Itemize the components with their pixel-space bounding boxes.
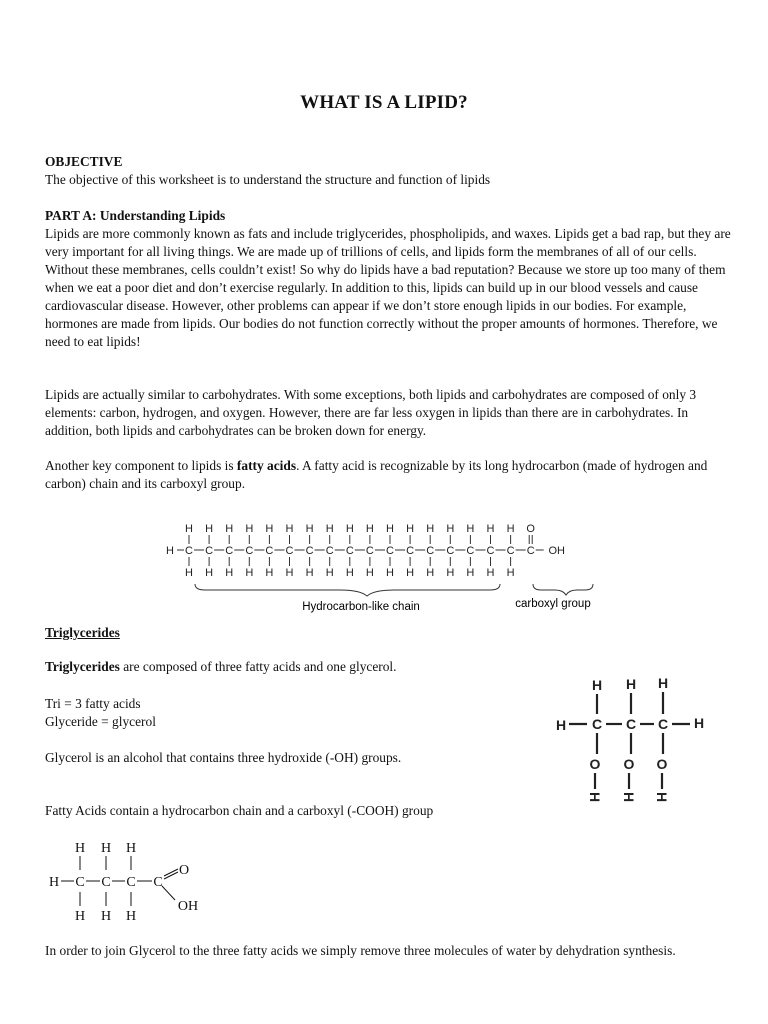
chain-atom-h: H [406,567,415,579]
hydrocarbon-chain-label: Hydrocarbon-like chain [302,601,420,613]
small-fatty-acid-structure-diagram [45,836,215,926]
chain-atom-h: H [406,523,415,535]
chain-atom-c: C [506,545,515,557]
chain-atom-h: H [426,567,435,579]
chain-atom-c: C [305,545,314,557]
chain-atom-h: H [386,523,394,535]
small-acid-atom-h: H [125,841,137,856]
part-a-paragraph-2-block [45,386,735,440]
objective-section [45,153,735,189]
chain-atom-h: H [365,523,374,535]
carboxyl-group-oh: OH [548,545,565,557]
fatty-acid-structure-diagram [155,518,605,618]
fatty-acids-text-block [45,802,525,820]
part-a-paragraph-3 [45,457,735,493]
part-a-paragraph-2: Lipids are actually similar to carbohydrates. With some exceptions, both lipids and carbohydrates are composed of only 3 elements: carbon, hydrogen, and oxygen. However, there are far less oxygen in lipids than there are in carbohydrates. In addition, both lipids and carbohydrates can be broken down for energy. [45,387,697,438]
chain-atom-c: C [245,545,254,557]
glycerol-atom-h: H [657,675,669,691]
chain-atom-h: H [486,567,495,579]
chain-atom-c: C [345,545,354,557]
small-acid-atom-h: H [48,875,60,890]
page-title: WHAT IS A LIPID? [300,92,468,113]
glycerol-atom-h: H [621,791,637,803]
join-text-block [45,942,735,960]
small-acid-atom-c: C [126,875,136,890]
small-acid-atom-h: H [74,841,86,856]
glycerol-atom-o: O [623,756,635,772]
chain-atom-c: C [325,545,334,557]
chain-atom-h: H [225,523,234,535]
chain-atom-h: H [205,523,214,535]
chain-atom-h: H [466,567,475,579]
glycerol-atom-h: H [591,677,603,693]
chain-atom-h: H [325,523,334,535]
chain-atom-c: C [265,545,274,557]
p3-fatty-acids-term: fatty acids [236,458,297,473]
small-acid-atom-h: H [125,909,137,924]
chain-atom-h: H [365,567,374,579]
glycerol-structure-diagram [545,672,715,812]
p3-text-after: . A fatty acid is recognizable by its long hydrocarbon (made of hydrogen and carbon) chain and its carboxyl group. [45,458,708,491]
tri-definition-block [45,695,525,731]
chain-atom-h: H [205,567,214,579]
glycerol-atom-c: C [625,716,637,732]
part-a-paragraph-3-block [45,457,735,493]
carboxyl-atom-c: C [526,545,535,557]
small-acid-atom-c: C [153,875,163,890]
chain-atom-h: H [426,523,435,535]
chain-atom-h: H [245,523,254,535]
chain-atom-h: H [506,523,515,535]
chain-atom-h: H [486,523,495,535]
glycerol-atom-o: O [656,756,668,772]
chain-atom-h: H [185,567,193,579]
small-acid-atom-o: O [178,863,190,878]
triglycerides-intro-rest: are composed of three fatty acids and one glycerol. [119,659,397,674]
glycerol-text: Glycerol is an alcohol that contains three hydroxide (-OH) groups. [45,750,402,765]
chain-atom-h: H [185,523,193,535]
chain-atom-c: C [225,545,234,557]
chain-atom-h: H [265,523,274,535]
chain-atom-h: H [166,545,174,557]
carboxyl-group-label: carboxyl group [515,598,591,610]
glycerol-atom-h: H [555,717,567,733]
small-acid-atom-h: H [100,909,112,924]
small-acid-atom-h: H [100,841,112,856]
glycerol-atom-h: H [625,676,637,692]
glycerol-atom-c: C [591,716,603,732]
chain-atom-h: H [305,567,314,579]
carboxyl-group-brace [533,584,593,595]
chain-atom-h: H [225,567,234,579]
chain-atom-c: C [365,545,374,557]
glyceride-line: Glyceride = glycerol [45,714,156,729]
fatty-acids-text: Fatty Acids contain a hydrocarbon chain and a carboxyl (-COOH) group [45,803,434,818]
part-a-paragraph-1: Lipids are more commonly known as fats and include triglycerides, phospholipids, and waxes. Lipids get a bad rap, but they are very important for all living things. We are made up of trillions of cells, and lipids form the membranes of all of our cells. Without these membranes, cells couldn’t exist! So why do lipids have a bad reputation? Because we store up too many of them when we eat a poor diet and don’t exercise regularly. In addition to this, lipids can build up in our blood vessels and cause cardiovascular disease. However, other problems can appear if we don’t store enough lipids in our bodies. For example, hormones are made from lipids. Our bodies do not function correctly without the proper amounts of hormones. Therefore, we need to eat lipids! [45,226,731,349]
chain-atom-h: H [345,567,354,579]
chain-atom-h: H [285,567,294,579]
chain-atom-h: H [305,523,314,535]
glycerol-atom-h: H [693,715,705,731]
small-acid-group-oh: OH [177,899,199,914]
p3-text-before: Another key component to lipids is [45,458,237,473]
glycerol-atom-h: H [587,791,603,803]
hydrocarbon-chain-brace [195,584,500,596]
chain-atom-c: C [466,545,475,557]
join-text: In order to join Glycerol to the three fatty acids we simply remove three molecules of water by dehydration synthesis. [45,943,676,958]
chain-atom-c: C [285,545,294,557]
objective-text: The objective of this worksheet is to understand the structure and function of lipids [45,172,491,187]
chain-atom-h: H [446,523,455,535]
triglycerides-term: Triglycerides [45,659,120,674]
chain-atom-h: H [245,567,254,579]
chain-atom-c: C [446,545,455,557]
small-acid-atom-c: C [75,875,85,890]
chain-atom-h: H [446,567,455,579]
glycerol-text-block [45,749,525,767]
part-a-section [45,207,735,351]
chain-atom-c: C [486,545,495,557]
carboxyl-atom-o: O [526,523,535,535]
chain-atom-h: H [345,523,354,535]
chain-atom-h: H [325,567,334,579]
triglycerides-heading: Triglycerides [45,625,120,640]
small-acid-atom-h: H [74,909,86,924]
glycerol-atom-o: O [589,756,601,772]
chain-atom-h: H [265,567,274,579]
glycerol-atom-c: C [657,716,669,732]
objective-heading: OBJECTIVE [45,154,123,169]
chain-atom-h: H [466,523,475,535]
chain-atom-h: H [386,567,394,579]
small-acid-atom-c: C [101,875,111,890]
glycerol-atom-h: H [654,791,670,803]
chain-atom-h: H [506,567,515,579]
chain-atom-h: H [285,523,294,535]
chain-atom-c: C [185,545,193,557]
chain-atom-c: C [205,545,214,557]
chain-atom-c: C [426,545,435,557]
tri-line: Tri = 3 fatty acids [45,696,141,711]
chain-atom-c: C [386,545,394,557]
triglycerides-heading-block [45,624,735,642]
chain-atom-c: C [406,545,415,557]
part-a-heading: PART A: Understanding Lipids [45,208,226,223]
